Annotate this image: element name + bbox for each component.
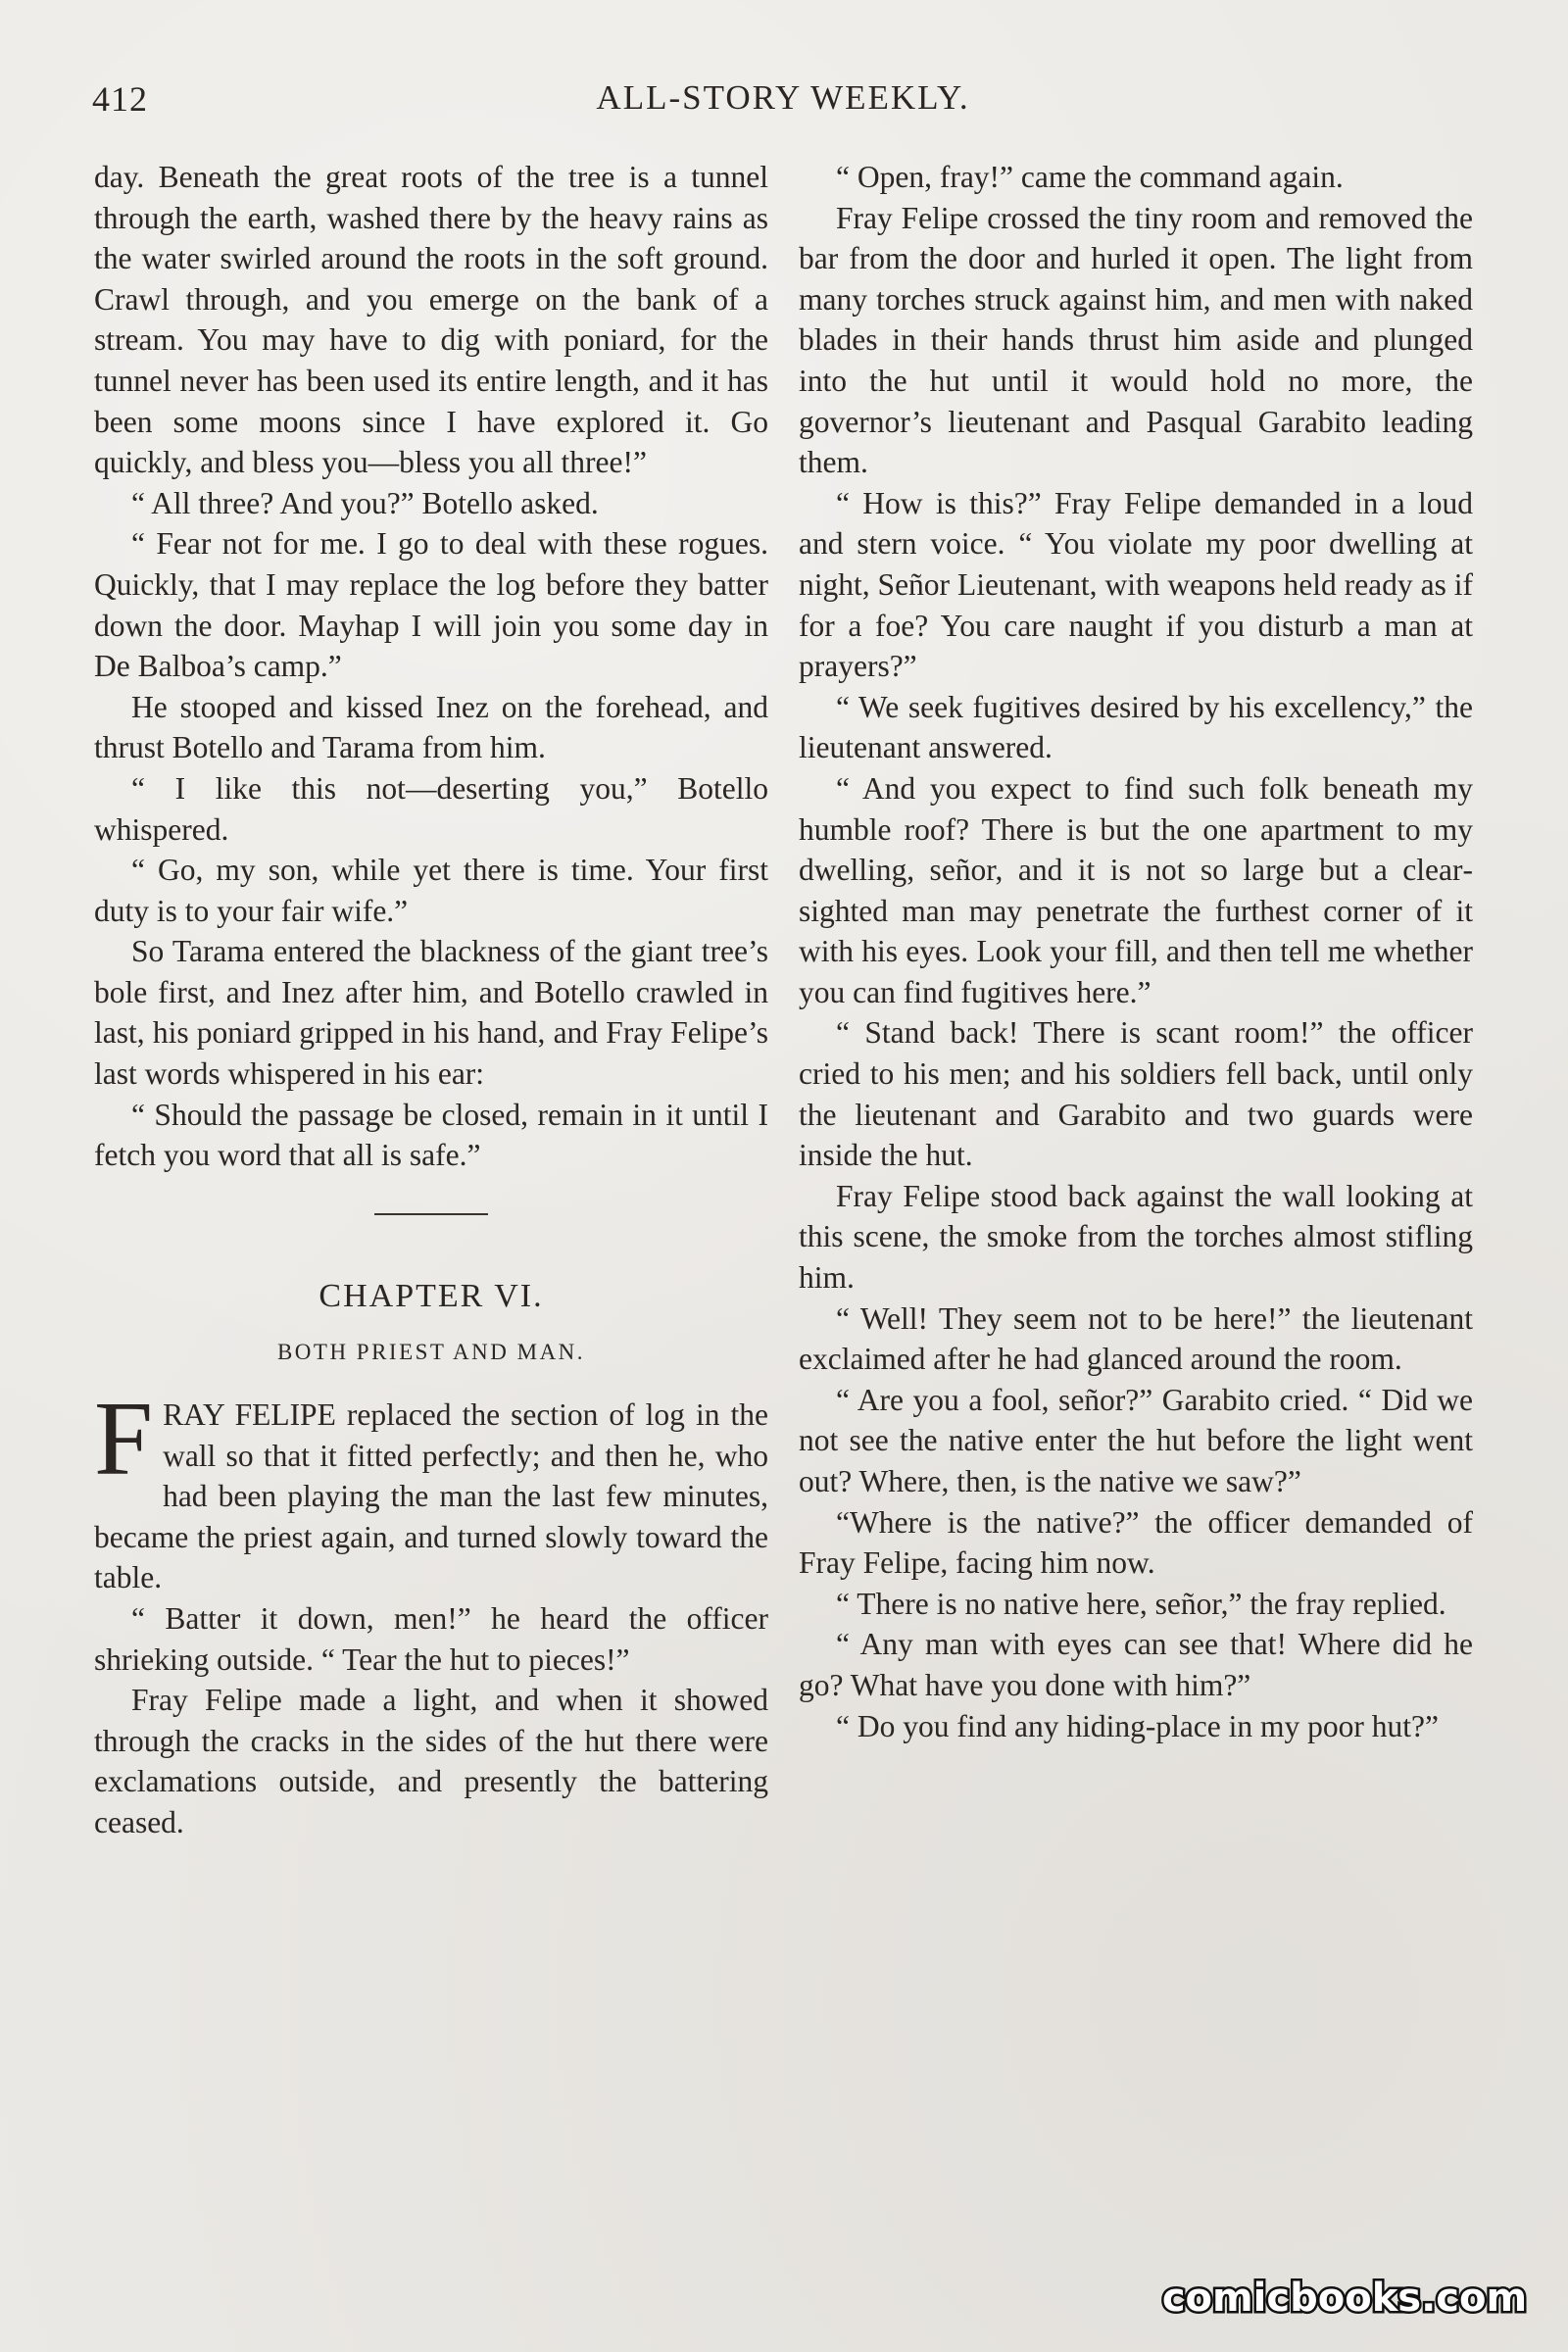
paragraph: “ Open, fray!” came the command again. — [836, 160, 1344, 194]
paragraph: Fray Felipe stood back against the wall looking at this scene, the smoke from the torches almost stifling him. — [799, 1178, 1473, 1296]
page-number: 412 — [92, 79, 148, 119]
paragraph: “ Are you a fool, señor?” Garabito cried. “ Did we not see the native enter the hut before the light went out? Where, then, is the native we saw?” — [799, 1382, 1473, 1498]
paragraph: So Tarama entered the blackness of the giant tree’s bole first, and Inez after him, and Botello crawled in last, his poniard gripped in his hand, and Fray Felipe’s last words whispered in his ear: — [94, 934, 768, 1092]
section-divider — [374, 1213, 488, 1215]
running-title: ALL-STORY WEEKLY. — [596, 78, 970, 117]
chapter-opening-text: RAY FELIPE replaced the section of log in the wall so that it fitted perfectly; and then he, who had been playing the man the last few minutes, became the priest again, and turned slowly toward the table. — [94, 1397, 768, 1595]
chapter-subtitle: BOTH PRIEST AND MAN. — [276, 1340, 586, 1365]
paragraph: “ Batter it down, men!” he heard the officer shrieking outside. “ Tear the hut to pieces!” — [94, 1601, 768, 1677]
chapter-heading: CHAPTER VI. — [318, 1277, 544, 1314]
paragraph: Fray Felipe crossed the tiny room and removed the bar from the door and hurled it open. The light from many torches struck against him, and men with naked blades in their hands thrust him aside and plunged into the hut until it would hold no more, the governor’s lieutenant and Pasqual Garabito leading them. — [799, 200, 1473, 480]
watermark — [1158, 2266, 1531, 2332]
page-header — [92, 78, 1474, 127]
right-column — [799, 157, 1473, 1746]
chapter-opening-paragraph — [94, 1381, 768, 1598]
watermark-graphic — [1158, 2266, 1531, 2332]
left-column — [94, 157, 768, 1843]
drop-cap: F — [94, 1381, 154, 1498]
paragraph: “ Fear not for me. I go to deal with these rogues. Quickly, that I may replace the log before they batter down the door. Mayhap I will join you some day in De Balboa’s camp.” — [94, 526, 768, 684]
paragraph: “ And you expect to find such folk beneath my humble roof? There is but the one apartment to my dwelling, señor, and it is not so large but a clearsighted man may penetrate the furthest corner of it with his eyes. Look your fill, and then tell me whether you can find fugitives here.” — [799, 770, 1473, 1009]
paragraph: “Where is the native?” the officer demanded of Fray Felipe, facing him now. — [799, 1504, 1473, 1581]
paragraph: “ We seek fugitives desired by his excellency,” the lieutenant answered. — [799, 689, 1473, 765]
paragraph: Fray Felipe made a light, and when it showed through the cracks in the sides of the hut there were exclamations outside, and presently the battering ceased. — [94, 1683, 768, 1839]
paragraph: “ There is no native here, señor,” the fray replied. — [836, 1586, 1446, 1621]
paragraph: “ I like this not—deserting you,” Botello whispered. — [94, 770, 768, 847]
paragraph: day. Beneath the great roots of the tree is a tunnel through the earth, washed there by the heavy rains as the water swirled around the roots in the soft ground. Crawl through, and you emerge on the bank of a stream. You may have to dig with poniard, for the tunnel never has been used its entire length, and it has been some moons since I have explored it. Go quickly, and bless you—bless you all three!” — [94, 160, 768, 480]
paragraph: “ Any man with eyes can see that! Where did he go? What have you done with him?” — [799, 1627, 1473, 1702]
watermark-text: comicbooks.com — [1161, 2276, 1528, 2321]
paragraph: “ Do you find any hiding-place in my poor hut?” — [836, 1708, 1439, 1743]
paragraph: “ How is this?” Fray Felipe demanded in a loud and stern voice. “ You violate my poor dwelling at night, Señor Lieutenant, with weapons held ready as if for a foe? You care naught if you disturb a man at prayers?” — [799, 485, 1473, 684]
paragraph: “ All three? And you?” Botello asked. — [131, 485, 599, 520]
paragraph: “ Well! They seem not to be here!” the lieutenant exclaimed after he had glanced around the room. — [799, 1300, 1473, 1377]
paragraph: He stooped and kissed Inez on the forehead, and thrust Botello and Tarama from him. — [94, 689, 768, 765]
paragraph: “ Go, my son, while yet there is time. Your first duty is to your fair wife.” — [94, 853, 768, 928]
paragraph: “ Should the passage be closed, remain in it until I fetch you word that all is safe.” — [94, 1097, 768, 1173]
paragraph: “ Stand back! There is scant room!” the officer cried to his men; and his soldiers fell back, until only the lieutenant and Garabito and two guards were inside the hut. — [799, 1015, 1473, 1173]
